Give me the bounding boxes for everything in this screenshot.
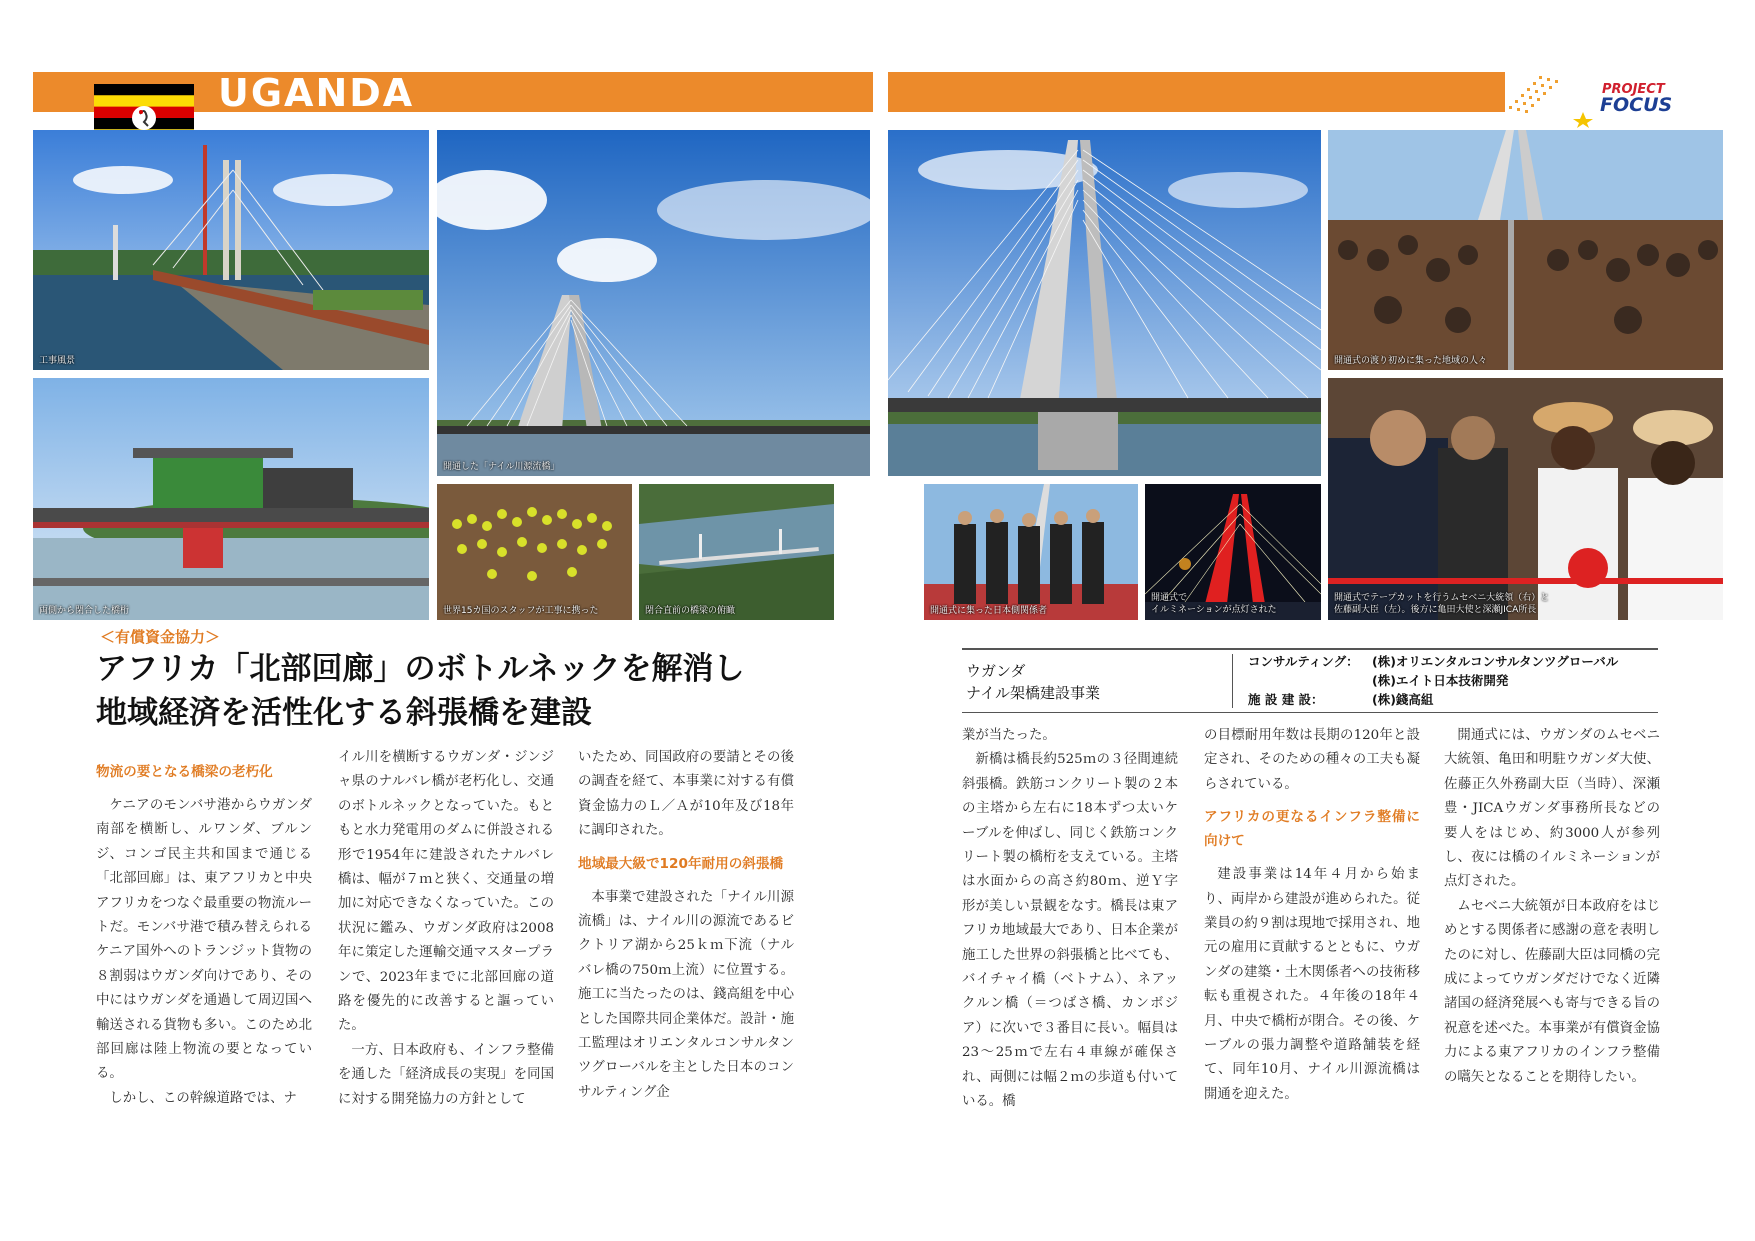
photo-girder-closure [33, 378, 429, 620]
caption-nile-bridge: 開通した「ナイル川源流橋」 [443, 462, 560, 472]
paragraph: の目標耐用年数は長期の120年と設定され、そのための種々の工夫も凝らされている。 [1204, 728, 1420, 792]
construction-firm-1: (株)錢高組 [1372, 692, 1434, 707]
logo-project: PROJECT [1602, 82, 1665, 97]
caption-delegation: 開通式に集った日本側関係者 [930, 606, 1048, 616]
paragraph: 開通式には、ウガンダのムセベニ大統領、亀田和明駐ウガンダ大使、佐藤正久外務副大臣（当時）、深瀬豊・JICAウガンダ事務所長などの要人をはじめ、約3000人が参列し、夜には橋のイルミネーションが点灯された。 [1444, 728, 1660, 890]
country-title: UGANDA [218, 71, 415, 115]
paragraph: 業が当たった。 [962, 728, 1056, 743]
body-column-4 [962, 724, 1178, 1115]
construction-label: 施 設 建 設： [1248, 692, 1324, 707]
photo-aerial-view [639, 484, 834, 620]
body-column-1 [96, 752, 312, 1111]
section-heading-1: 物流の要となる橋梁の老朽化 [96, 764, 273, 780]
caption-aerial: 閉合直前の橋梁の俯瞰 [645, 606, 736, 616]
consulting-firm-1: (株)オリエンタルコンサルタンツグローバル [1372, 654, 1619, 669]
caption-construction: 工事風景 [39, 356, 76, 366]
paragraph: いたため、同国政府の要請とその後の調査を経て、本事業に対する有償資金協力のＬ／Ａが10年及び18年に調印された。 [578, 750, 794, 839]
photo-crowd-opening [1328, 130, 1723, 370]
consulting-firm-2: (株)エイト日本技術開発 [1372, 673, 1509, 688]
project-info-top-rule [962, 648, 1658, 650]
section-heading-2: 地域最大級で120年耐用の斜張橋 [578, 855, 784, 872]
section-heading-3: アフリカの更なるインフラ整備に向けて [1204, 809, 1420, 850]
photo-nile-bridge [437, 130, 870, 476]
paragraph: 建設事業は14年４月から始まり、両岸から建設が進められた。従業員の約９割は現地で採用され、地元の雇用に貢献するとともに、ウガンダの建築・土木関係者への技術移転も重視された。４年後の18年４月、中央で橋桁が閉合。その後、ケーブルの張力調整や道路舗装を経て、同年10月、ナイル川源流橋は開通を迎えた。 [1204, 867, 1420, 1102]
body-column-5 [1204, 724, 1420, 1107]
photo-illumination [1145, 484, 1321, 620]
paragraph: 新橋は橋長約525ｍの３径間連続斜張橋。鉄筋コンクリート製の２本の主塔から左右に18本ずつ太いケーブルを伸ばし、同じく鉄筋コンクリート製の橋桁を支えている。主塔は水面からの高さ約80ｍ、逆Ｙ字形が美しい景観をなす。橋長は東アフリカ地域最大であり、日本企業が施工した世界の斜張橋と比べても、バイチャイ橋（ベトナム）、ネアックルン橋（＝つばさ橋、カンボジア）に次いで３番目に長い。幅員は23～25ｍで左右４車線が確保され、両側には幅２ｍの歩道も付いている。橋 [962, 752, 1178, 1110]
caption-tape-cutting: 開通式でテープカットを行うムセベニ大統領（右）と 佐藤副大臣（左）。後方に亀田大使と深瀬JICA所長 [1334, 593, 1550, 615]
project-info-bottom-rule [962, 712, 1658, 713]
photo-bridge-pylon [888, 130, 1321, 476]
headline-line2: 地域経済を活性化する斜張橋を建設 [96, 695, 592, 731]
paragraph: ケニアのモンバサ港からウガンダ南部を横断し、ルワンダ、ブルンジ、コンゴ民主共和国まで通じる「北部回廊」は、東アフリカと中央アフリカをつなぐ最重要の物流ルートだ。モンバサ港で積み替えられるケニア国外へのトランジット貨物の８割弱はウガンダ向けであり、その中にはウガンダを通過して周辺国へ輸送される貨物も多い。このため北部回廊は陸上物流の要となっている。 [96, 798, 312, 1082]
body-column-3 [578, 746, 794, 1105]
caption-staff: 世界15カ国のスタッフが工事に携った [443, 606, 599, 616]
project-info-divider [1232, 654, 1233, 708]
photo-construction-scene [33, 130, 429, 370]
caption-illumination: 開通式で イルミネーションが点灯された [1151, 593, 1277, 615]
paragraph: イル川を横断するウガンダ・ジンジャ県のナルバレ橋が老朽化し、交通のボトルネックとなっていた。もともと水力発電用のダムに併設される形で1954年に建設されたナルバレ橋は、幅が７ｍと狭く、交通量の増加に対応できなくなっていた。この状況に鑑み、ウガンダ政府は2008年に策定した運輸交通マスタープランで、2023年までに北部回廊の道路を優先的に改善すると謳っていた。 [338, 750, 554, 1034]
photo-japan-delegation [924, 484, 1138, 620]
paragraph: 一方、日本政府も、インフラ整備を通した「経済成長の実現」を同国に対する開発協力の方針として [338, 1042, 554, 1107]
photo-tape-cutting [1328, 378, 1723, 620]
caption-crowd: 開通式の渡り初めに集った地域の人々 [1334, 356, 1488, 366]
project-country: ウガンダ [966, 662, 1026, 680]
headline-line1: アフリカ「北部回廊」のボトルネックを解消し [96, 651, 745, 687]
body-column-6 [1444, 724, 1660, 1090]
logo-focus: FOCUS [1600, 94, 1673, 116]
article-category: ＜有償資金協力＞ [100, 628, 221, 646]
photo-international-staff [437, 484, 632, 620]
header-bar-right [888, 72, 1505, 112]
body-column-2 [338, 746, 554, 1112]
paragraph: しかし、この幹線道路では、ナ [109, 1090, 297, 1106]
paragraph: 本事業で建設された「ナイル川源流橋」は、ナイル川の源流であるビクトリア湖から25ｋｍ下流（ナルバレ橋の750ｍ上流）に位置する。施工に当たったのは、錢高組を中心とした国際共同企業体だ。設計・施工監理はオリエンタルコンサルタンツグローバルを主とした日本のコンサルティング企 [578, 889, 794, 1100]
consulting-label: コンサルティング： [1248, 654, 1359, 669]
project-name: ナイル架橋建設事業 [966, 684, 1100, 702]
paragraph: ムセベニ大統領が日本政府をはじめとする関係者に感謝の意を表明したのに対し、佐藤副大臣は同橋の完成によってウガンダだけでなく近隣諸国の経済発展へも寄与できる旨の祝意を述べた。本事業が有償資金協力による東アフリカのインフラ整備の嚆矢となることを期待したい。 [1444, 898, 1660, 1085]
caption-girder: 両側から閉合した橋桁 [39, 606, 130, 616]
